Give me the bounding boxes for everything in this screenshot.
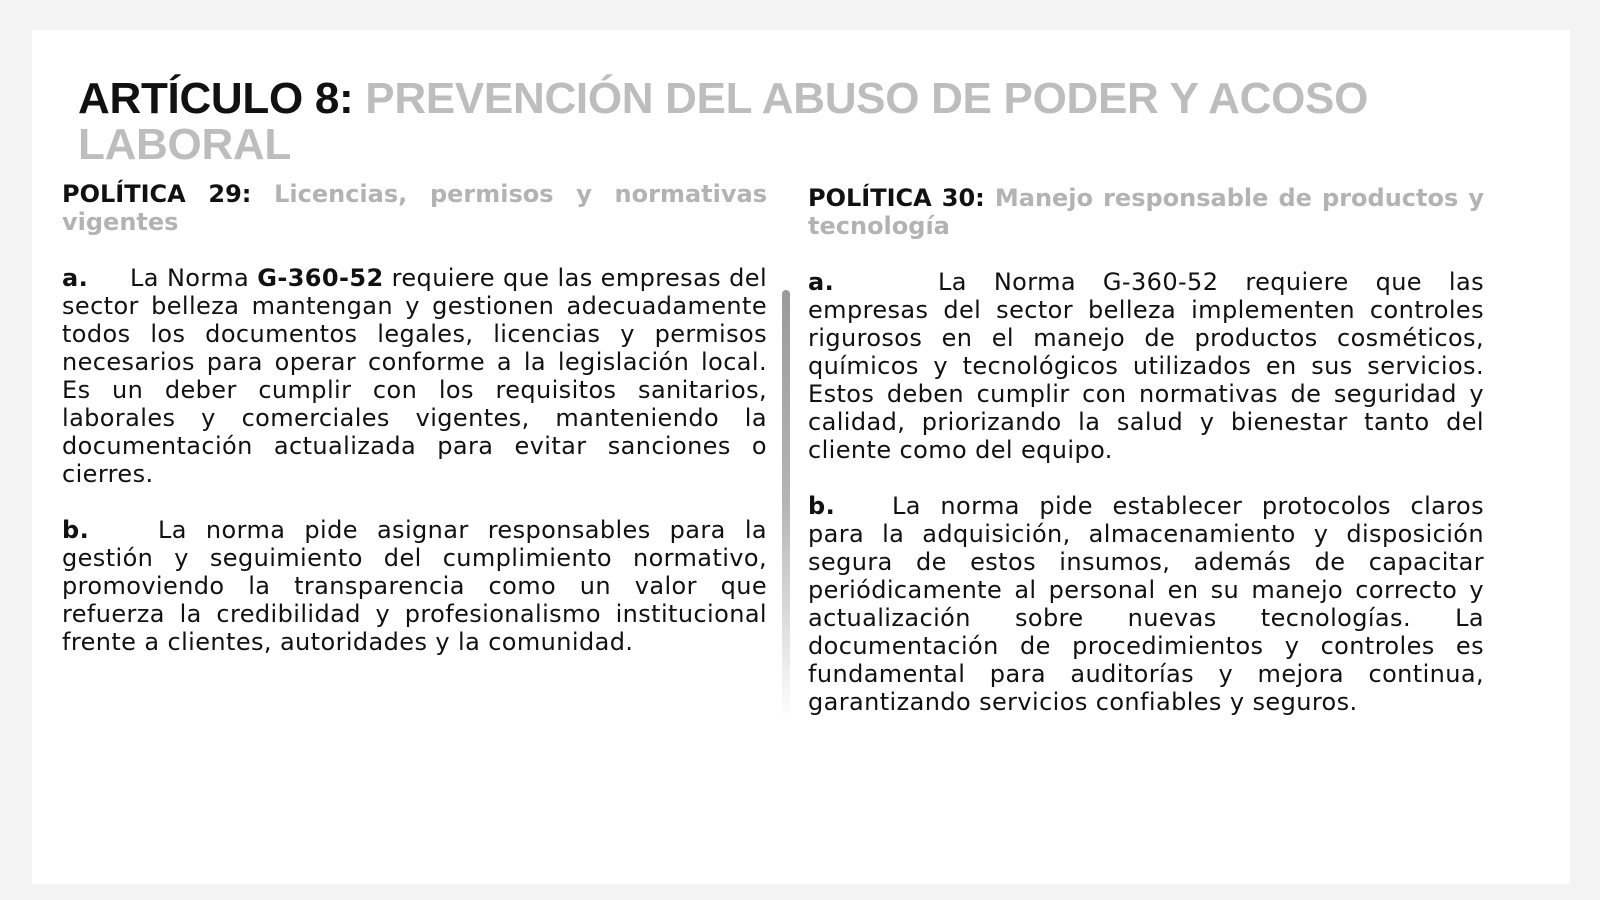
policy-30-subtitle: Manejo responsable de productos y tecnología <box>808 184 1484 240</box>
policy-30-paragraph-b <box>808 492 1484 716</box>
policy-29-heading <box>62 180 767 236</box>
paragraph-text: La norma pide establecer protocolos claros para la adquisición, almacenamiento y disposición segura de estos insumos, además de capacitar periódicamente al personal en su manejo correcto y actualización sobre nuevas tecnologías. La documentación de procedimientos y controles es fundamental para auditorías y mejora continua, garantizando servicios confiables y seguros. <box>808 492 1484 716</box>
paragraph-label-a: a. <box>808 268 835 296</box>
column-divider <box>782 290 790 720</box>
policy-29-paragraph-b <box>62 516 767 656</box>
slide <box>32 30 1570 884</box>
paragraph-text: La Norma G-360-52 requiere que las empresas del sector belleza implementen controles rigurosos en el manejo de productos cosméticos, químicos y tecnológicos utilizados en sus servicios. Estos deben cumplir con normativas de seguridad y calidad, priorizando la salud y bienestar tanto del cliente como del equipo. <box>808 268 1484 464</box>
paragraph-lead: La Norma <box>130 264 250 292</box>
policy-30-number: POLÍTICA 30: <box>808 184 985 212</box>
policy-29-column <box>62 180 767 656</box>
policy-29-paragraph-a <box>62 264 767 488</box>
policy-30-paragraph-a <box>808 268 1484 464</box>
page-title <box>78 76 1478 168</box>
title-text: PREVENCIÓN DEL ABUSO DE PODER Y ACOSO LABORAL <box>78 74 1369 169</box>
policy-29-number: POLÍTICA 29: <box>62 180 252 208</box>
paragraph-text: La norma pide asignar responsables para la gestión y seguimiento del cumplimiento normativo, promoviendo la transparencia como un valor que refuerza la credibilidad y profesionalismo institucional frente a clientes, autoridades y la comunidad. <box>62 516 767 656</box>
title-prefix: ARTÍCULO 8: <box>78 74 354 123</box>
paragraph-label-b: b. <box>808 492 836 520</box>
policy-30-column <box>808 184 1484 716</box>
paragraph-label-a: a. <box>62 264 89 292</box>
norm-code: G-360-52 <box>257 264 384 292</box>
paragraph-label-b: b. <box>62 516 90 544</box>
paragraph-text: requiere que las empresas del sector belleza mantengan y gestionen adecuadamente todos los documentos legales, licencias y permisos necesarios para operar conforme a la legislación local. Es un deber cumplir con los requisitos sanitarios, laborales y comerciales vigentes, manteniendo la documentación actualizada para evitar sanciones o cierres. <box>62 264 768 488</box>
policy-29-subtitle: Licencias, permisos y normativas vigentes <box>62 180 767 236</box>
policy-30-heading <box>808 184 1484 240</box>
